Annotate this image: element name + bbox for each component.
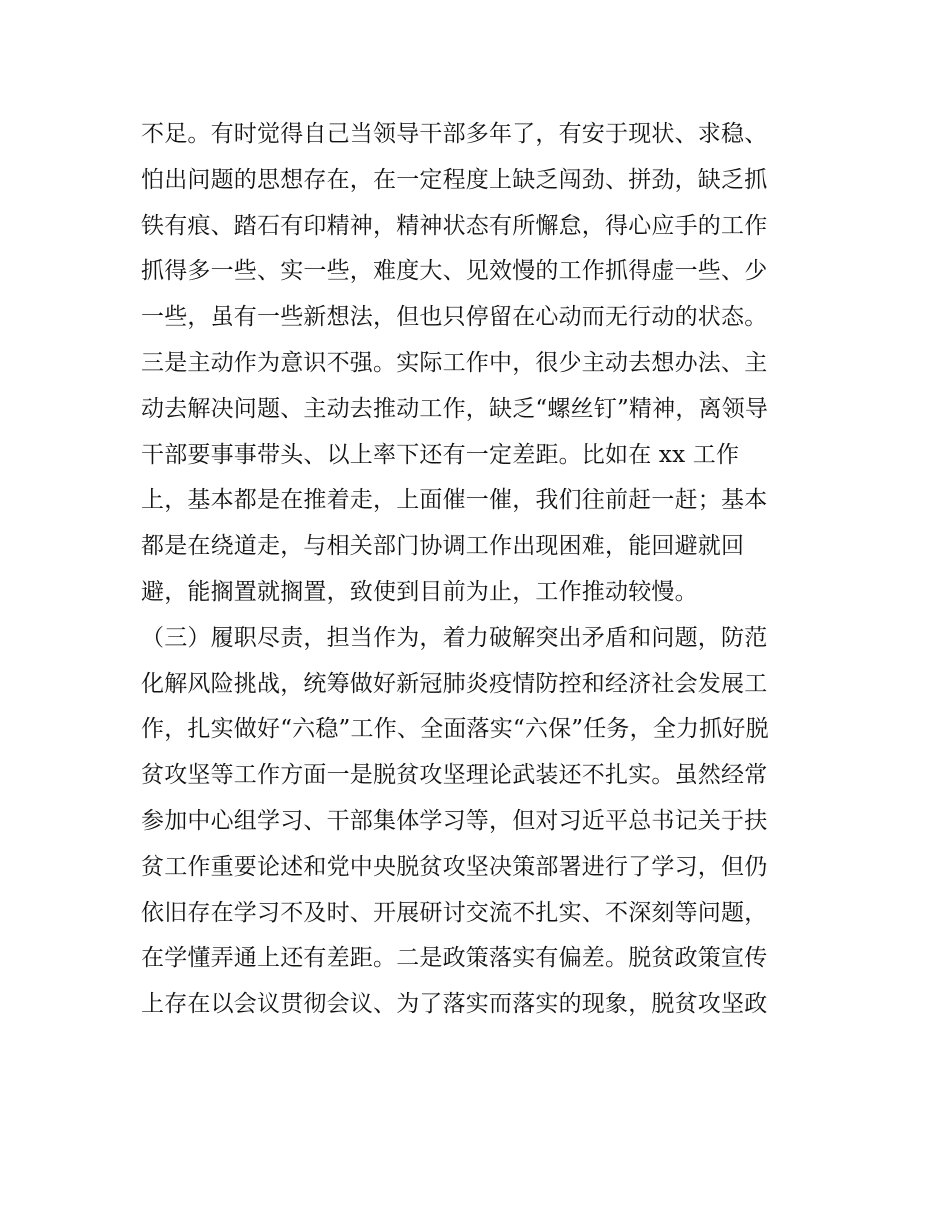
text-line: 不足。有时觉得自己当领导干部多年了，有安于现状、求稳、 — [141, 121, 768, 147]
text-line: 动去解决问题、主动去推动工作，缺乏“螺丝钉”精神，离领导 — [141, 395, 769, 422]
text-line: 抓得多一些、实一些，难度大、见效慢的工作抓得虚一些、少 — [141, 258, 768, 285]
text-line: 都是在绕道走，与相关部门协调工作出现困难，能回避就回 — [141, 533, 745, 560]
text-line: 铁有痕、踏石有印精神，精神状态有所懈怠，得心应手的工作 — [141, 212, 768, 239]
text-line: 化解风险挑战，统筹做好新冠肺炎疫情防控和经济社会发展工 — [141, 670, 768, 697]
text-line: 三是主动作为意识不强。实际工作中，很少主动去想办法、主 — [141, 349, 768, 376]
text-line: 作，扎实做好“六稳”工作、全面落实“六保”任务，全力抓好脱 — [141, 716, 769, 743]
text-line: 参加中心组学习、干部集体学习等，但对习近平总书记关于扶 — [141, 807, 768, 834]
text-line: （三）履职尽责，担当作为，着力破解突出矛盾和问题，防范 — [141, 624, 768, 651]
text-line: 避，能搁置就搁置，致使到目前为止，工作推动较慢。 — [141, 578, 698, 605]
text-line: 上存在以会议贯彻会议、为了落实而落实的现象，脱贫攻坚政 — [141, 991, 768, 1018]
text-line: 贫工作重要论述和党中央脱贫攻坚决策部署进行了学习，但仍 — [141, 853, 768, 880]
text-line: 在学懂弄通上还有差距。二是政策落实有偏差。脱贫政策宣传 — [141, 945, 768, 972]
text-line: 上，基本都是在推着走，上面催一催，我们往前赶一赶；基本 — [141, 487, 768, 514]
text-line: 依旧存在学习不及时、开展研讨交流不扎实、不深刻等问题， — [141, 899, 768, 926]
body-text — [141, 112, 831, 1028]
text-line: 干部要事事带头、以上率下还有一定差距。比如在 xx 工作 — [141, 441, 740, 468]
text-line: 怕出问题的思想存在，在一定程度上缺乏闯劲、拼劲，缺乏抓 — [141, 166, 768, 193]
text-line: 一些，虽有一些新想法，但也只停留在心动而无行动的状态。 — [141, 304, 768, 331]
text-line: 贫攻坚等工作方面一是脱贫攻坚理论武装还不扎实。虽然经常 — [141, 762, 768, 789]
